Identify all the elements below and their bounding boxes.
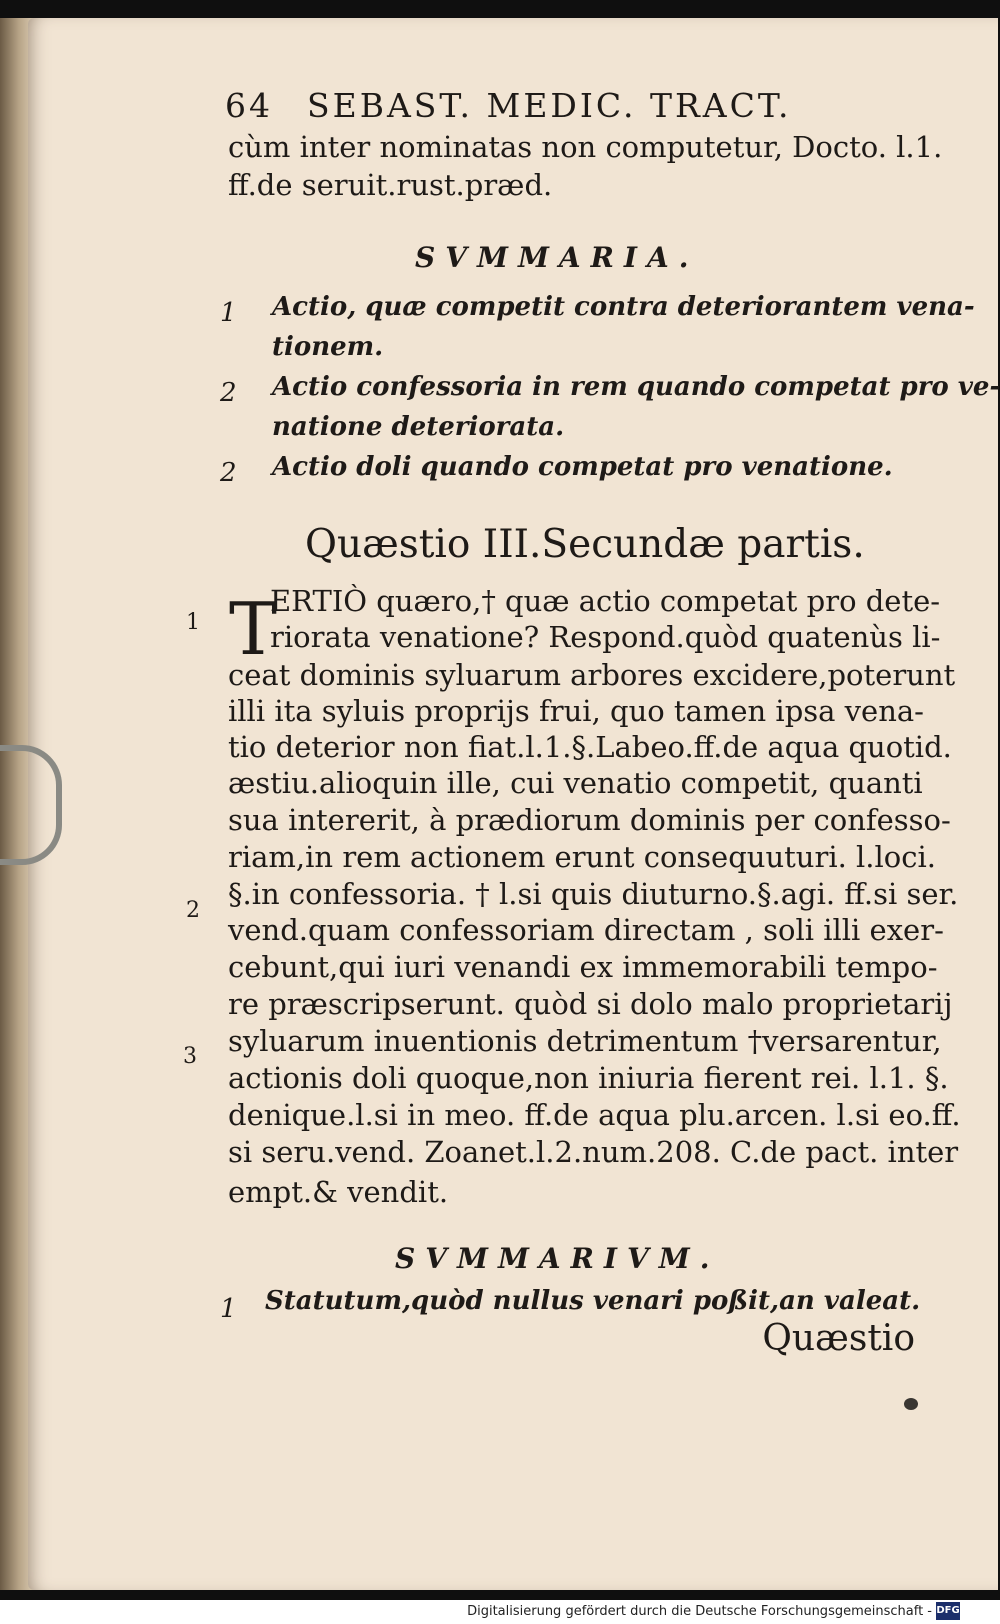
margin-number: 3 — [183, 1044, 197, 1069]
summary-item-number: 1 — [220, 298, 237, 328]
margin-number: 2 — [186, 898, 200, 923]
body-line: §.in confessoria. † l.si quis diuturno.§.agi. ff.si ser. — [228, 877, 959, 911]
summary-item-line: natione deteriorata. — [272, 412, 565, 442]
summaria-title: SVMMARIA. — [415, 241, 699, 274]
running-head — [225, 86, 792, 125]
body-line: illi ita syluis proprijs frui, quo tamen ipsa vena- — [228, 694, 924, 728]
body-line: syluarum inuentionis detrimentum †versarentur, — [228, 1024, 942, 1058]
body-line: empt.& vendit. — [228, 1175, 449, 1209]
summary-item-number: 1 — [220, 1294, 237, 1324]
margin-number: 1 — [186, 610, 200, 635]
body-line: re præscripserunt. quòd si dolo malo proprietarij — [228, 987, 953, 1021]
intro-line: cùm inter nominatas non computetur, Docto. l.1. — [228, 130, 943, 164]
body-line: ERTIÒ quæro,† quæ actio competat pro dete- — [270, 584, 941, 618]
summary-item-number: 2 — [220, 458, 237, 488]
body-line: actionis doli quoque,non iniuria fierent rei. l.1. §. — [228, 1061, 949, 1095]
running-head-title: SEBAST. MEDIC. TRACT. — [307, 86, 792, 125]
ink-speck — [904, 1398, 918, 1410]
body-line: denique.l.si in meo. ff.de aqua plu.arcen. l.si eo.ff. — [228, 1098, 961, 1132]
body-line: sua intererit, à prædiorum dominis per confesso- — [228, 803, 951, 837]
summary-item-line: Statutum,quòd nullus venari poßit,an valeat. — [265, 1286, 921, 1316]
summary-item-line: Actio confessoria in rem quando competat pro ve- — [272, 372, 1000, 402]
summary-item-line: Actio, quæ competit contra deteriorantem vena- — [272, 292, 975, 322]
body-line: vend.quam confessoriam directam , soli illi exer- — [228, 913, 944, 947]
footer-bar — [0, 1600, 1000, 1624]
page-number: 64 — [225, 86, 273, 125]
summary-item-line: Actio doli quando competat pro venatione. — [272, 452, 893, 482]
drop-cap: T — [229, 587, 278, 671]
body-line: tio deterior non fiat.l.1.§.Labeo.ff.de aqua quotid. — [228, 730, 952, 764]
body-line: si seru.vend. Zoanet.l.2.num.208. C.de pact. inter — [228, 1135, 959, 1169]
body-line: cebunt,qui iuri venandi ex immemorabili tempo- — [228, 950, 938, 984]
body-line: ceat dominis syluarum arbores excidere,poterunt — [228, 658, 956, 692]
body-line: æstiu.alioquin ille, cui venatio competit, quanti — [228, 766, 923, 800]
body-line: riorata venatione? Respond.quòd quatenùs li- — [270, 620, 941, 654]
summary-item-line: tionem. — [272, 332, 384, 362]
dfg-logo-icon: DFG — [936, 1602, 960, 1620]
footer-text: Digitalisierung gefördert durch die Deutsche Forschungsgemeinschaft - — [467, 1604, 932, 1619]
summary-item-number: 2 — [220, 378, 237, 408]
summarium-title: SVMMARIVM. — [395, 1242, 720, 1275]
body-line: riam,in rem actionem erunt consequuturi. l.loci. — [228, 840, 936, 874]
metal-clasp — [0, 745, 62, 865]
quaestio-heading: Quæstio III.Secundæ partis. — [305, 522, 865, 567]
intro-line: ff.de seruit.rust.præd. — [228, 168, 553, 202]
catchword: Quæstio — [762, 1318, 915, 1359]
